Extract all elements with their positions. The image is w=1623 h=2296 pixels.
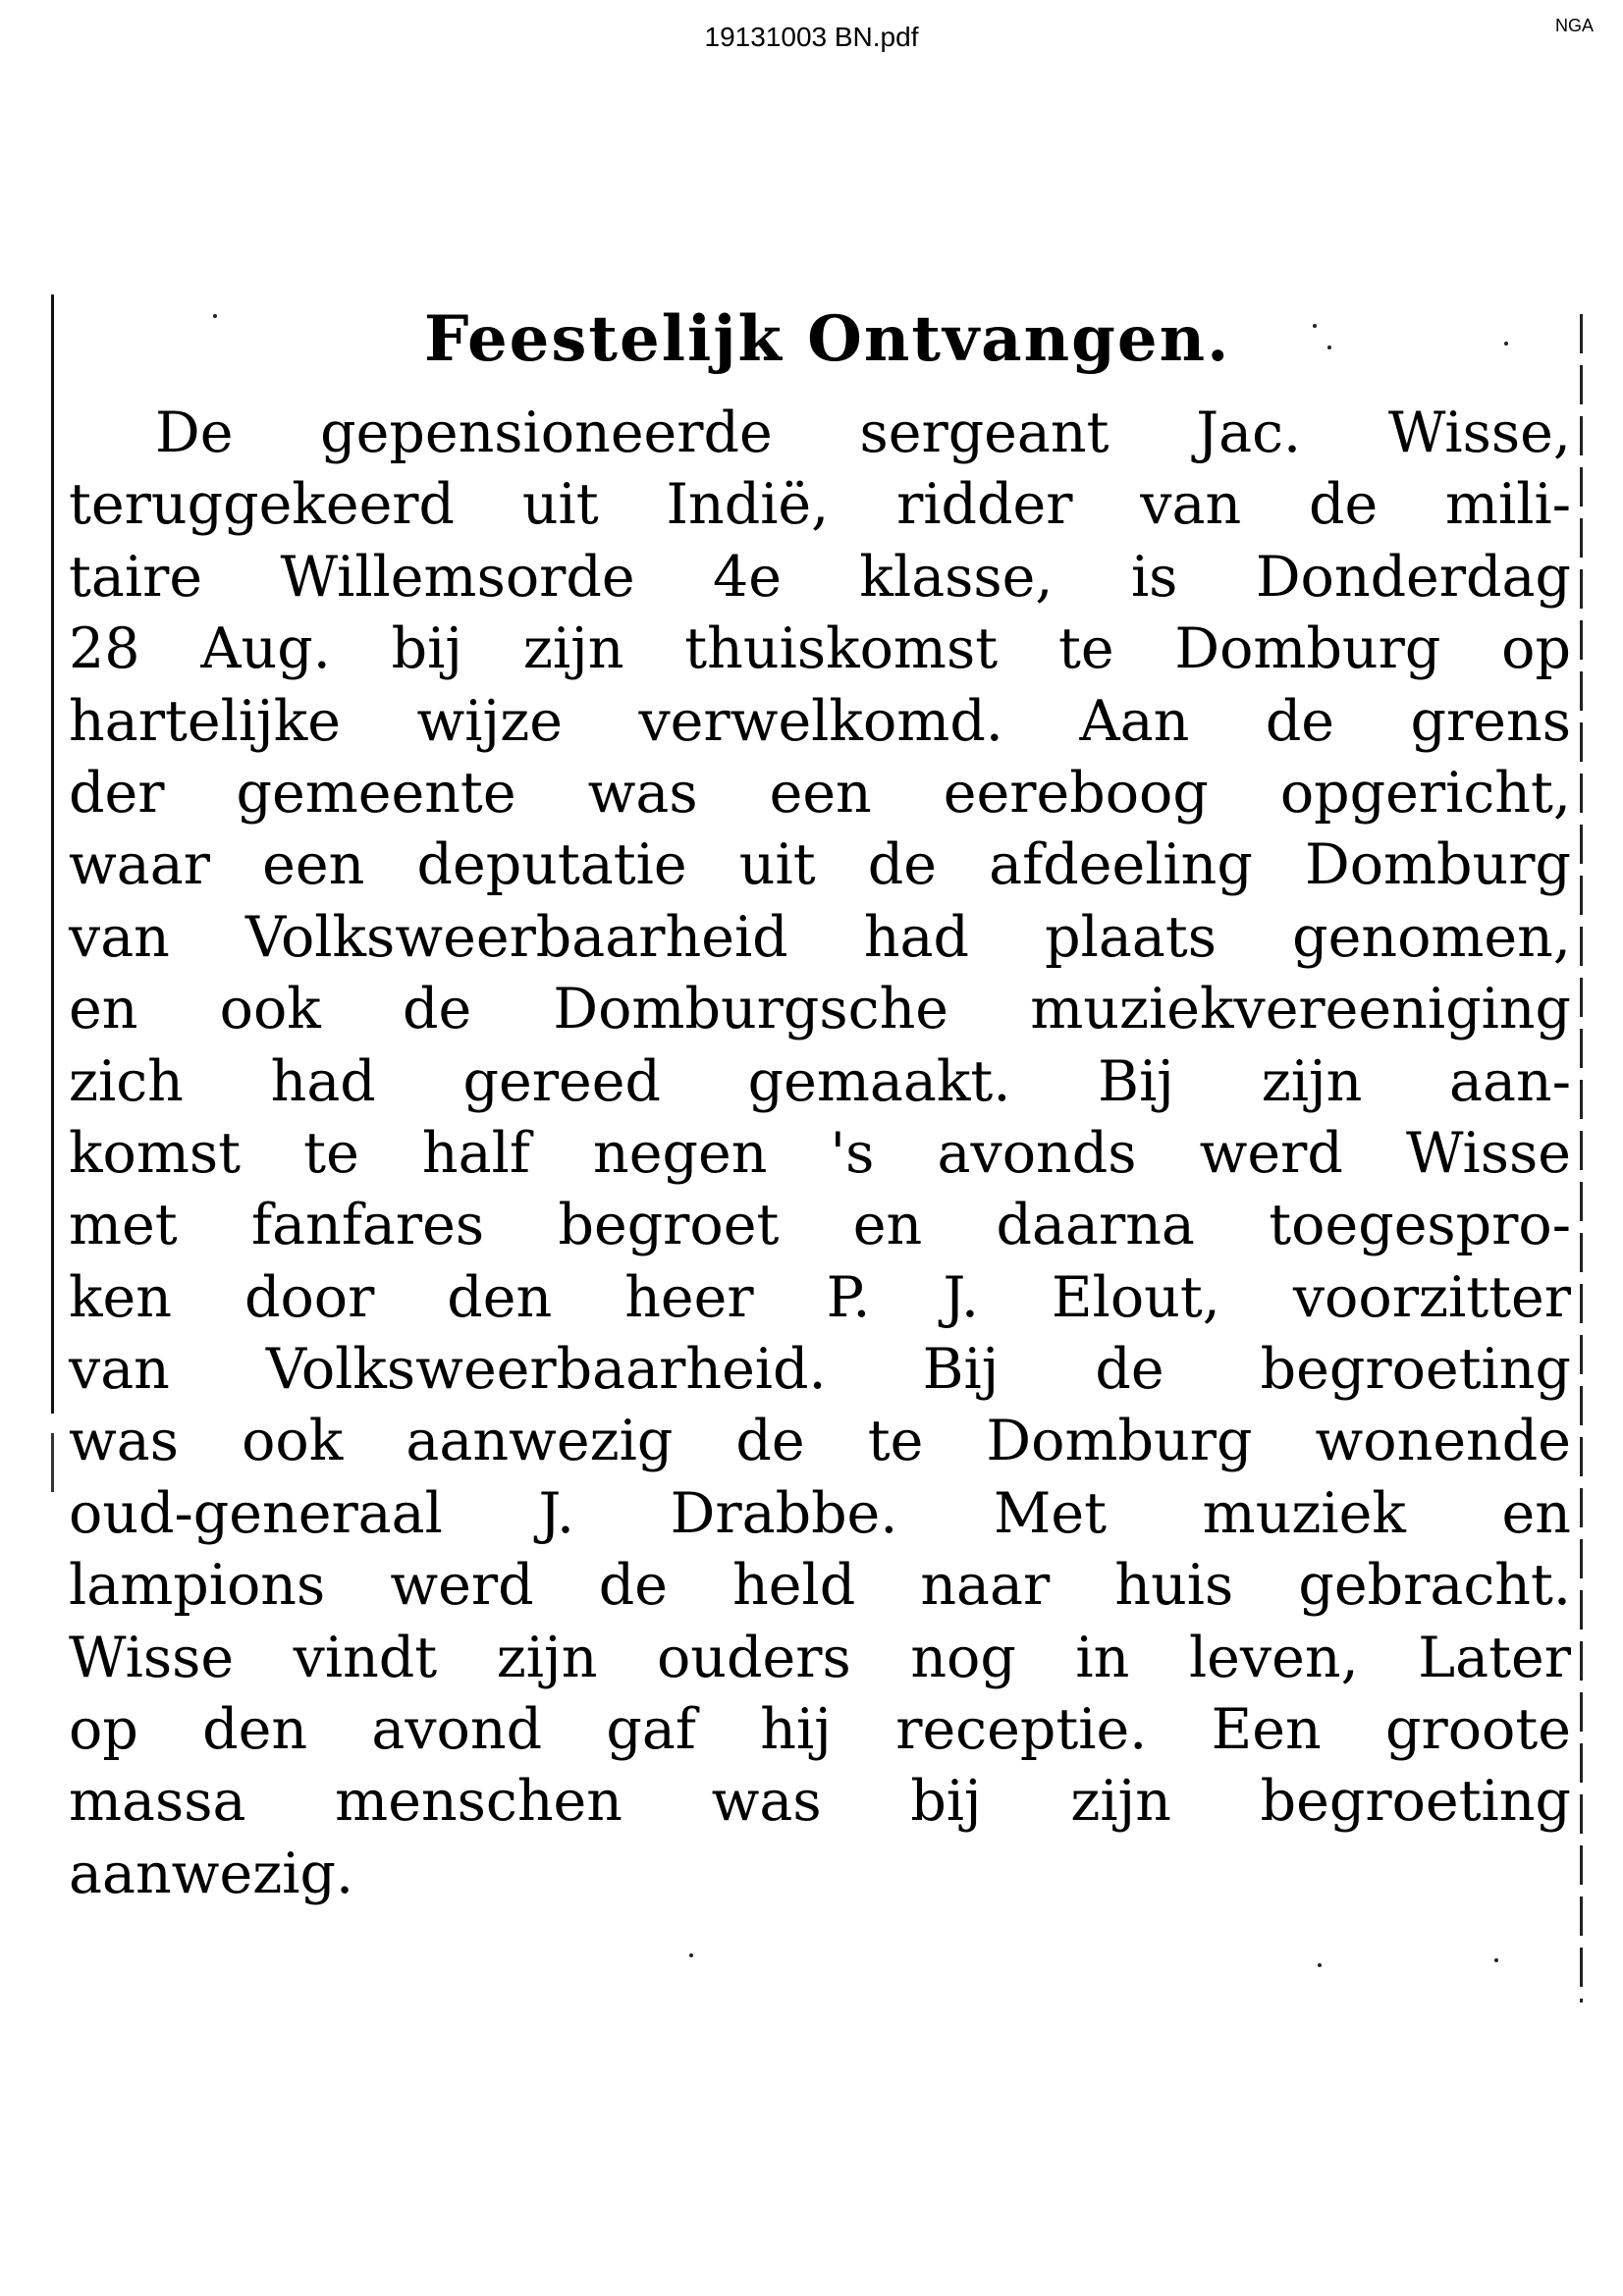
- right-column-rule: [1580, 314, 1583, 2002]
- newspaper-clipping: [51, 294, 1583, 1998]
- print-speck: [213, 314, 217, 318]
- article-line: ken door den heer P. J. Elout, voorzitter: [69, 1264, 1571, 1330]
- article-line: waar een deputatie uit de afdeeling Domburg: [69, 832, 1571, 898]
- print-speck: [1327, 346, 1331, 349]
- article-line: komst te half negen 's avonds werd Wisse: [69, 1120, 1571, 1186]
- print-speck: [689, 1953, 693, 1957]
- article-line: van Volksweerbaarheid had plaats genomen,: [69, 904, 1571, 970]
- article-line: lampions werd de held naar huis gebracht.: [69, 1553, 1571, 1619]
- corner-label: NGA: [1554, 16, 1594, 35]
- article-line: oud-generaal J. Drabbe. Met muziek en: [69, 1480, 1571, 1546]
- article-line: op den avond gaf hij receptie. Een groote: [69, 1697, 1571, 1763]
- print-speck: [1313, 324, 1317, 328]
- article-line: teruggekeerd uit Indië, ridder van de mili-: [69, 472, 1571, 538]
- article-line: was ook aanwezig de te Domburg wonende: [69, 1409, 1571, 1474]
- article-title: Feestelijk Ontvangen.: [424, 302, 1231, 376]
- article-line: met fanfares begroet en daarna toegespro-: [69, 1193, 1571, 1258]
- article-line: van Volksweerbaarheid. Bij de begroeting: [69, 1337, 1571, 1403]
- print-speck: [1494, 1958, 1498, 1962]
- article-line: 28 Aug. bij zijn thuiskomst te Domburg op: [69, 616, 1571, 682]
- article-body: [69, 398, 1571, 1910]
- article-line: De gepensioneerde sergeant Jac. Wisse,: [155, 400, 1571, 465]
- article-line: massa menschen was bij zijn begroeting: [69, 1769, 1571, 1835]
- article-line: der gemeente was een eereboog opgericht,: [69, 760, 1571, 826]
- article-line: Wisse vindt zijn ouders nog in leven, Later: [69, 1625, 1571, 1690]
- article-line: taire Willemsorde 4e klasse, is Donderdag: [69, 544, 1571, 610]
- left-column-rule-fragment: [51, 1433, 54, 1492]
- article-line: hartelijke wijze verwelkomd. Aan de grens: [69, 688, 1571, 754]
- document-filename: 19131003 BN.pdf: [704, 22, 919, 52]
- article-line: en ook de Domburgsche muziekvereeniging: [69, 977, 1571, 1042]
- print-speck: [1504, 342, 1508, 346]
- article-line: aanwezig.: [69, 1841, 354, 1906]
- print-speck: [1318, 1963, 1322, 1967]
- left-column-rule: [51, 294, 54, 1414]
- article-line: zich had gereed gemaakt. Bij zijn aan-: [69, 1048, 1571, 1114]
